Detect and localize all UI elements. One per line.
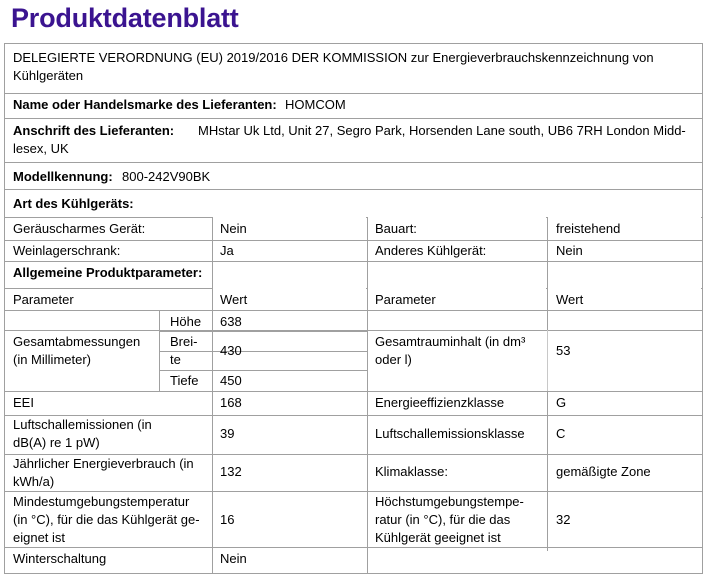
sub-row-divider [159, 331, 367, 332]
volume-label: Gesamtrauminhalt (in dm³ [375, 334, 526, 349]
general-section-heading: Allgemeine Produktparameter: [13, 265, 203, 280]
other-device-value: Nein [556, 243, 583, 258]
row-divider [4, 162, 703, 163]
other-device-label: Anderes Kühlgerät: [375, 243, 487, 258]
energy-value: 132 [220, 464, 242, 479]
row-divider [4, 491, 703, 492]
max-temp-label-cont: ratur (in °C), für die das [375, 512, 511, 527]
column-divider [367, 217, 368, 574]
supplier-address-value: MHstar Uk Ltd, Unit 27, Segro Park, Horsenden Lane south, UB6 7RH London Midd- [198, 123, 686, 138]
quiet-device-value: Nein [220, 221, 247, 236]
column-divider [159, 310, 160, 391]
width-label: Brei- [170, 334, 198, 349]
supplier-address-value-cont: lesex, UK [13, 141, 69, 156]
model-label: Modellkennung: [13, 169, 113, 184]
width-label-cont: te [170, 352, 181, 367]
max-temp-value: 32 [556, 512, 571, 527]
noise-class-label: Luftschallemissionsklasse [375, 426, 525, 441]
quiet-device-label: Geräuscharmes Gerät: [13, 221, 146, 236]
regulation-line-1: DELEGIERTE VERORDNUNG (EU) 2019/2016 DER KOMMISSION zur Energieverbrauchskennzeichnung von [13, 50, 654, 65]
row-divider [4, 391, 159, 392]
eei-label: EEI [13, 395, 34, 410]
section-mask [548, 548, 701, 573]
noise-label: Luftschallemissionen (in [13, 417, 152, 432]
depth-label: Tiefe [170, 373, 199, 388]
table-border [702, 43, 703, 574]
supplier-name-value: HOMCOM [285, 97, 346, 112]
efficiency-class-label: Energieeffizienzklasse [375, 395, 505, 410]
table-border [4, 43, 5, 574]
volume-label-cont: oder l) [375, 352, 412, 367]
energy-label: Jährlicher Energieverbrauch (in [13, 456, 194, 471]
min-temp-value: 16 [220, 512, 235, 527]
sub-row-divider [159, 370, 367, 371]
row-divider [4, 43, 703, 44]
design-value: freistehend [556, 221, 621, 236]
row-divider [4, 189, 703, 190]
row-divider [4, 118, 703, 119]
row-divider [159, 391, 703, 392]
min-temp-label-cont-2: eignet ist [13, 530, 66, 545]
noise-class-value: C [556, 426, 566, 441]
row-divider [4, 310, 703, 311]
header-value: Wert [220, 292, 248, 307]
height-value: 638 [220, 314, 242, 329]
dimensions-label: Gesamtabmessungen [13, 334, 141, 349]
max-temp-label-cont-2: Kühlgerät geeignet ist [375, 530, 501, 545]
depth-value: 450 [220, 373, 242, 388]
regulation-line-2: Kühlgeräten [13, 68, 84, 83]
efficiency-class-value: G [556, 395, 567, 410]
type-section-heading: Art des Kühlgeräts: [13, 196, 134, 211]
width-value: 430 [220, 343, 242, 358]
noise-label-cont: dB(A) re 1 pW) [13, 435, 100, 450]
noise-value: 39 [220, 426, 235, 441]
design-label: Bauart: [375, 221, 417, 236]
max-temp-label: Höchstumgebungstempe- [375, 494, 524, 509]
row-divider [367, 330, 547, 331]
page-title: Produktdatenblatt [11, 3, 239, 33]
dimensions-label-cont: (in Millimeter) [13, 352, 91, 367]
winter-switch-value: Nein [220, 551, 247, 566]
row-divider [4, 240, 703, 241]
wine-cabinet-value: Ja [220, 243, 234, 258]
climate-class-label: Klimaklasse: [375, 464, 448, 479]
row-divider [4, 261, 703, 262]
energy-label-cont: kWh/a) [13, 474, 55, 489]
climate-class-value: gemäßigte Zone [556, 464, 651, 479]
column-divider [547, 330, 548, 391]
model-value: 800-242V90BK [122, 169, 211, 184]
header-parameter-2: Parameter [375, 292, 436, 307]
row-divider [4, 330, 159, 331]
row-divider [4, 93, 703, 94]
header-parameter: Parameter [13, 292, 74, 307]
winter-switch-label: Winterschaltung [13, 551, 107, 566]
sub-row-divider [159, 351, 367, 352]
row-divider [547, 330, 703, 331]
supplier-address-label: Anschrift des Lieferanten: [13, 123, 175, 138]
section-mask [368, 548, 546, 573]
supplier-name-label: Name oder Handelsmarke des Lieferanten: [13, 97, 277, 112]
min-temp-label-cont: (in °C), für die das Kühlgerät ge- [13, 512, 200, 527]
product-datasheet-table [4, 43, 703, 576]
header-value-2: Wert [556, 292, 584, 307]
min-temp-label: Mindestumgebungstemperatur [13, 494, 190, 509]
column-divider [212, 217, 213, 574]
wine-cabinet-label: Weinlagerschrank: [13, 243, 121, 258]
eei-value: 168 [220, 395, 242, 410]
volume-value: 53 [556, 343, 571, 358]
height-label: Höhe [170, 314, 202, 329]
